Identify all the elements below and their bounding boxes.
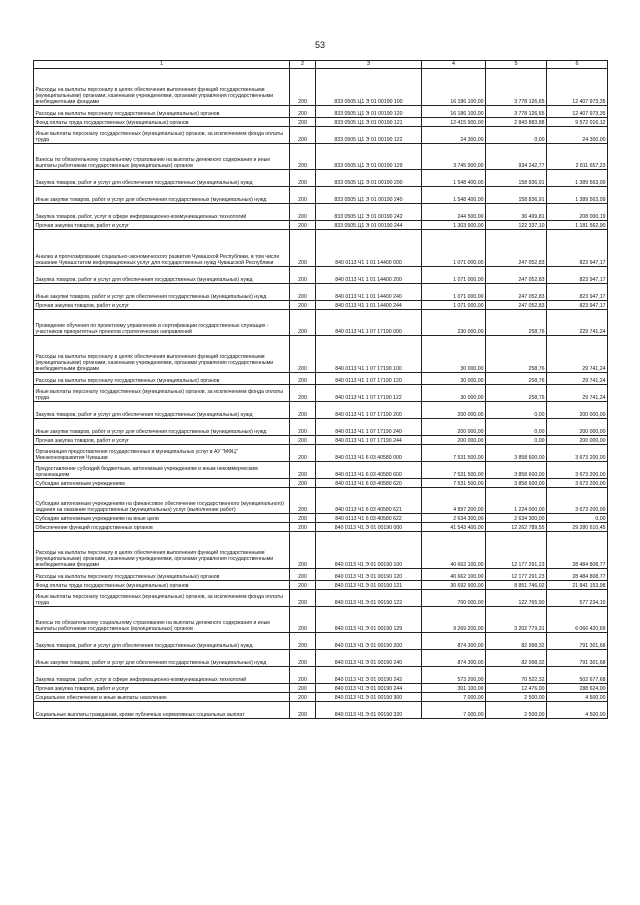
row-type-cell: 200 [290, 633, 316, 650]
approved-amount-cell: 244 500,00 [422, 204, 486, 221]
row-code-cell: 840 0113 Ч1 6 03 40580 621 [316, 488, 422, 514]
row-code-cell: 840 0113 Ч1 1 07 17190 120 [316, 373, 422, 385]
column-header: 1 [34, 61, 290, 69]
remaining-amount-cell: 791 301,68 [547, 650, 608, 667]
executed-amount-cell: 12 177 291,23 [486, 569, 547, 581]
column-header: 3 [316, 61, 422, 69]
table-row [34, 402, 608, 419]
executed-amount-cell: 122 765,90 [486, 590, 547, 607]
executed-amount-cell: 36 499,81 [486, 204, 547, 221]
remaining-amount-cell: 288 624,00 [547, 684, 608, 693]
remaining-amount-cell: 0,00 [547, 514, 608, 523]
table-row [34, 445, 608, 462]
row-code-cell: 840 0113 Ч1 1 01 14400 244 [316, 301, 422, 310]
row-name-cell: Иные закупки товаров, работ и услуг для обеспечения государственных (муниципальных) нужд [34, 284, 290, 301]
remaining-amount-cell: 29 741,24 [547, 385, 608, 402]
column-header: 2 [290, 61, 316, 69]
row-type-cell: 200 [290, 462, 316, 479]
row-name-cell: Иные выплаты персоналу государственных (муниципальных) органов, за исключением фонда оплаты труда [34, 127, 290, 144]
approved-amount-cell: 3 745 900,00 [422, 144, 486, 170]
approved-amount-cell: 12 415 900,00 [422, 118, 486, 127]
executed-amount-cell: 2 500,00 [486, 702, 547, 719]
table-row [34, 118, 608, 127]
row-type-cell: 200 [290, 702, 316, 719]
row-name-cell: Фонд оплаты труда государственных (муниципальных) органов [34, 118, 290, 127]
executed-amount-cell: 0,00 [486, 402, 547, 419]
remaining-amount-cell: 24 300,00 [547, 127, 608, 144]
approved-amount-cell: 4 897 200,00 [422, 488, 486, 514]
row-type-cell: 200 [290, 385, 316, 402]
executed-amount-cell: 247 052,83 [486, 267, 547, 284]
table-row [34, 336, 608, 373]
table-row [34, 144, 608, 170]
executed-amount-cell: 258,76 [486, 336, 547, 373]
row-name-cell: Фонд оплаты труда государственных (муниципальных) органов [34, 581, 290, 590]
table-row [34, 127, 608, 144]
row-name-cell: Субсидии автономным учреждениям [34, 479, 290, 488]
table-header-row [34, 61, 608, 69]
table-row [34, 650, 608, 667]
approved-amount-cell: 30 000,00 [422, 373, 486, 385]
row-name-cell: Иные выплаты персоналу государственных (муниципальных) органов, за исключением фонда оплаты труда [34, 590, 290, 607]
row-code-cell: 840 0113 Ч1 1 07 17190 244 [316, 436, 422, 445]
table-row [34, 170, 608, 187]
row-name-cell: Иные закупки товаров, работ и услуг для обеспечения государственных (муниципальных) нужд [34, 419, 290, 436]
approved-amount-cell: 7 000,00 [422, 702, 486, 719]
row-code-cell: 840 0113 Ч1 Э 01 00190 240 [316, 650, 422, 667]
approved-amount-cell: 7 531 500,00 [422, 462, 486, 479]
row-name-cell: Расходы на выплаты персоналу государственных (муниципальных) органов [34, 106, 290, 118]
remaining-amount-cell: 3 673 200,00 [547, 445, 608, 462]
executed-amount-cell: 3 858 600,00 [486, 462, 547, 479]
executed-amount-cell: 0,00 [486, 436, 547, 445]
table-row [34, 462, 608, 479]
executed-amount-cell: 258,76 [486, 310, 547, 336]
row-type-cell: 200 [290, 693, 316, 702]
row-code-cell: 840 0113 Ч1 Э 01 00190 000 [316, 523, 422, 532]
row-type-cell: 200 [290, 650, 316, 667]
executed-amount-cell: 0,00 [486, 419, 547, 436]
row-name-cell: Предоставление субсидий бюджетным, автономным учреждениям и иным некоммерческим организациям [34, 462, 290, 479]
row-type-cell: 200 [290, 106, 316, 118]
executed-amount-cell: 3 202 779,31 [486, 607, 547, 633]
table-row [34, 310, 608, 336]
table-row [34, 373, 608, 385]
executed-amount-cell: 2 500,00 [486, 693, 547, 702]
row-name-cell: Иные выплаты персоналу государственных (муниципальных) органов, за исключением фонда оплаты труда [34, 385, 290, 402]
approved-amount-cell: 7 531 500,00 [422, 445, 486, 462]
row-code-cell: 833 0505 Ц1 Э 01 00190 200 [316, 170, 422, 187]
remaining-amount-cell: 3 673 200,00 [547, 462, 608, 479]
row-name-cell: Расходы на выплаты персоналу государственных (муниципальных) органов [34, 373, 290, 385]
column-header: 4 [422, 61, 486, 69]
row-name-cell: Закупка товаров, работ и услуг для обеспечения государственных (муниципальных) нужд [34, 633, 290, 650]
row-type-cell: 200 [290, 436, 316, 445]
remaining-amount-cell: 29 741,24 [547, 373, 608, 385]
row-code-cell: 840 0113 Ч1 1 07 17190 100 [316, 336, 422, 373]
row-type-cell: 200 [290, 230, 316, 267]
row-name-cell: Расходы на выплаты персоналу в целях обеспечения выполнения функций государственными (муниципальными) органами, казенными учреждениями, органами управления государственными внебюджетными фондами [34, 336, 290, 373]
remaining-amount-cell: 823 947,17 [547, 267, 608, 284]
approved-amount-cell: 1 303 900,00 [422, 221, 486, 230]
row-type-cell: 200 [290, 127, 316, 144]
row-code-cell: 840 0113 Ч1 Э 01 00190 242 [316, 667, 422, 684]
table-row [34, 488, 608, 514]
row-code-cell: 840 0113 Ч1 6 03 40580 622 [316, 514, 422, 523]
remaining-amount-cell: 1 181 562,90 [547, 221, 608, 230]
table-row [34, 569, 608, 581]
row-name-cell: Закупка товаров, работ, услуг в сфере информационно-коммуникационных технологий [34, 204, 290, 221]
row-code-cell: 833 0505 Ц1 Э 01 00190 100 [316, 69, 422, 106]
row-code-cell: 840 0113 Ч1 1 07 17190 122 [316, 385, 422, 402]
table-row [34, 419, 608, 436]
remaining-amount-cell: 1 389 563,09 [547, 170, 608, 187]
row-name-cell: Расходы на выплаты персоналу государственных (муниципальных) органов [34, 569, 290, 581]
approved-amount-cell: 874 300,00 [422, 633, 486, 650]
row-code-cell: 840 0113 Ч1 Э 01 00190 129 [316, 607, 422, 633]
row-code-cell: 840 0113 Ч1 Э 01 00190 244 [316, 684, 422, 693]
table-row [34, 667, 608, 684]
executed-amount-cell: 3 858 600,00 [486, 479, 547, 488]
executed-amount-cell: 3 778 126,65 [486, 69, 547, 106]
remaining-amount-cell: 200 000,00 [547, 402, 608, 419]
remaining-amount-cell: 29 741,24 [547, 336, 608, 373]
row-type-cell: 200 [290, 310, 316, 336]
remaining-amount-cell: 208 000,19 [547, 204, 608, 221]
row-name-cell: Взносы по обязательному социальному страхованию на выплаты денежного содержания и иные выплаты работникам государственных (муниципальных) органов [34, 607, 290, 633]
remaining-amount-cell: 502 677,68 [547, 667, 608, 684]
remaining-amount-cell: 28 484 808,77 [547, 532, 608, 569]
approved-amount-cell: 200 000,00 [422, 419, 486, 436]
approved-amount-cell: 41 543 400,00 [422, 523, 486, 532]
remaining-amount-cell: 12 407 973,35 [547, 106, 608, 118]
row-type-cell: 200 [290, 284, 316, 301]
approved-amount-cell: 200 000,00 [422, 436, 486, 445]
row-type-cell: 200 [290, 488, 316, 514]
row-type-cell: 200 [290, 667, 316, 684]
remaining-amount-cell: 4 500,00 [547, 702, 608, 719]
executed-amount-cell: 8 851 746,02 [486, 581, 547, 590]
row-type-cell: 200 [290, 607, 316, 633]
row-type-cell: 200 [290, 419, 316, 436]
row-code-cell: 833 0505 Ц1 Э 01 00190 122 [316, 127, 422, 144]
row-code-cell: 840 0113 Ч1 6 03 40580 620 [316, 479, 422, 488]
remaining-amount-cell: 229 741,24 [547, 310, 608, 336]
table-row [34, 607, 608, 633]
row-name-cell: Взносы по обязательному социальному страхованию на выплаты денежного содержания и иные выплаты работникам государственных (муниципальных) органов [34, 144, 290, 170]
remaining-amount-cell: 21 841 153,98 [547, 581, 608, 590]
table-row [34, 69, 608, 106]
table-row [34, 684, 608, 693]
table-row [34, 633, 608, 650]
table-row [34, 221, 608, 230]
row-name-cell: Расходы на выплаты персоналу в целях обеспечения выполнения функций государственными (муниципальными) органами, казенными учреждениями, органами управления государственными внебюджетными фондами [34, 69, 290, 106]
table-row [34, 523, 608, 532]
row-code-cell: 840 0113 Ч1 Э 01 00190 320 [316, 702, 422, 719]
table-row [34, 267, 608, 284]
row-type-cell: 200 [290, 373, 316, 385]
row-code-cell: 840 0113 Ч1 Э 01 00190 200 [316, 633, 422, 650]
row-name-cell: Субсидии автономным учреждениям на финансовое обеспечение государственного (муниципального) задания на оказание государственных (муниципальных) услуг (выполнение работ) [34, 488, 290, 514]
executed-amount-cell: 0,00 [486, 127, 547, 144]
approved-amount-cell: 1 548 400,00 [422, 187, 486, 204]
row-type-cell: 200 [290, 684, 316, 693]
executed-amount-cell: 258,76 [486, 373, 547, 385]
remaining-amount-cell: 9 572 016,12 [547, 118, 608, 127]
row-type-cell: 200 [290, 336, 316, 373]
approved-amount-cell: 30 000,00 [422, 385, 486, 402]
row-code-cell: 840 0113 Ч1 Э 01 00190 120 [316, 569, 422, 581]
row-type-cell: 200 [290, 479, 316, 488]
row-code-cell: 840 0113 Ч1 Э 01 00190 100 [316, 532, 422, 569]
table-row [34, 693, 608, 702]
approved-amount-cell: 30 000,00 [422, 336, 486, 373]
row-code-cell: 840 0113 Ч1 Э 01 00190 300 [316, 693, 422, 702]
row-type-cell: 200 [290, 402, 316, 419]
row-name-cell: Субсидии автономным учреждениям на иные цели [34, 514, 290, 523]
row-name-cell: Социальное обеспечение и иные выплаты населению [34, 693, 290, 702]
executed-amount-cell: 3 778 126,65 [486, 106, 547, 118]
row-name-cell: Обеспечение функций государственных органов [34, 523, 290, 532]
table-row [34, 385, 608, 402]
executed-amount-cell: 934 242,77 [486, 144, 547, 170]
row-code-cell: 840 0113 Ч1 1 07 17190 200 [316, 402, 422, 419]
row-type-cell: 200 [290, 170, 316, 187]
table-row [34, 590, 608, 607]
page-number: 53 [314, 40, 325, 50]
row-type-cell: 200 [290, 514, 316, 523]
row-name-cell: Закупка товаров, работ и услуг для обеспечения государственных (муниципальных) нужд [34, 267, 290, 284]
approved-amount-cell: 700 000,00 [422, 590, 486, 607]
row-name-cell: Социальные выплаты гражданам, кроме публичных нормативных социальных выплат [34, 702, 290, 719]
executed-amount-cell: 122 337,10 [486, 221, 547, 230]
row-type-cell: 200 [290, 221, 316, 230]
approved-amount-cell: 16 186 100,00 [422, 106, 486, 118]
remaining-amount-cell: 577 234,10 [547, 590, 608, 607]
row-name-cell: Закупка товаров, работ и услуг для обеспечения государственных (муниципальных) нужд [34, 170, 290, 187]
remaining-amount-cell: 3 673 200,00 [547, 488, 608, 514]
remaining-amount-cell: 2 811 657,23 [547, 144, 608, 170]
remaining-amount-cell: 12 407 973,35 [547, 69, 608, 106]
approved-amount-cell: 1 548 400,00 [422, 170, 486, 187]
row-type-cell: 200 [290, 69, 316, 106]
row-code-cell: 840 0113 Ч1 6 03 40580 600 [316, 462, 422, 479]
remaining-amount-cell: 28 484 808,77 [547, 569, 608, 581]
budget-execution-table [33, 60, 608, 719]
executed-amount-cell: 3 858 600,00 [486, 445, 547, 462]
row-code-cell: 833 0505 Ц1 Э 01 00190 121 [316, 118, 422, 127]
row-code-cell: 833 0505 Ц1 Э 01 00190 240 [316, 187, 422, 204]
row-type-cell: 200 [290, 204, 316, 221]
approved-amount-cell: 230 000,00 [422, 310, 486, 336]
row-type-cell: 200 [290, 144, 316, 170]
row-type-cell: 200 [290, 590, 316, 607]
row-code-cell: 840 0113 Ч1 1 07 17190 240 [316, 419, 422, 436]
remaining-amount-cell: 823 947,17 [547, 230, 608, 267]
row-code-cell: 840 0113 Ч1 1 01 14400 000 [316, 230, 422, 267]
table-row [34, 514, 608, 523]
approved-amount-cell: 1 071 000,00 [422, 230, 486, 267]
row-code-cell: 840 0113 Ч1 6 03 40580 000 [316, 445, 422, 462]
approved-amount-cell: 1 071 000,00 [422, 284, 486, 301]
approved-amount-cell: 7 000,00 [422, 693, 486, 702]
approved-amount-cell: 24 300,00 [422, 127, 486, 144]
executed-amount-cell: 247 052,83 [486, 284, 547, 301]
row-code-cell: 833 0505 Ц1 Э 01 00190 120 [316, 106, 422, 118]
row-type-cell: 200 [290, 532, 316, 569]
row-name-cell: Организация предоставления государственных и муниципальных услуг в АУ "МФЦ" Минэкономразвития Чувашии [34, 445, 290, 462]
row-name-cell: Закупка товаров, работ и услуг для обеспечения государственных (муниципальных) нужд [34, 402, 290, 419]
row-code-cell: 840 0113 Ч1 1 01 14400 240 [316, 284, 422, 301]
approved-amount-cell: 16 186 100,00 [422, 69, 486, 106]
table-row [34, 702, 608, 719]
row-type-cell: 200 [290, 581, 316, 590]
row-type-cell: 200 [290, 301, 316, 310]
row-name-cell: Прочая закупка товаров, работ и услуг [34, 221, 290, 230]
approved-amount-cell: 573 200,00 [422, 667, 486, 684]
executed-amount-cell: 82 998,32 [486, 633, 547, 650]
row-type-cell: 200 [290, 445, 316, 462]
table-row [34, 532, 608, 569]
row-code-cell: 840 0113 Ч1 1 07 17190 000 [316, 310, 422, 336]
row-type-cell: 200 [290, 523, 316, 532]
row-code-cell: 833 0505 Ц1 Э 01 00190 244 [316, 221, 422, 230]
table-row [34, 436, 608, 445]
approved-amount-cell: 874 300,00 [422, 650, 486, 667]
row-code-cell: 840 0113 Ч1 Э 01 00190 122 [316, 590, 422, 607]
approved-amount-cell: 7 531 500,00 [422, 479, 486, 488]
row-type-cell: 200 [290, 118, 316, 127]
executed-amount-cell: 70 522,32 [486, 667, 547, 684]
remaining-amount-cell: 200 000,00 [547, 436, 608, 445]
approved-amount-cell: 40 662 100,00 [422, 532, 486, 569]
row-name-cell: Прочая закупка товаров, работ и услуг [34, 301, 290, 310]
row-name-cell: Прочая закупка товаров, работ и услуг [34, 436, 290, 445]
row-type-cell: 200 [290, 267, 316, 284]
row-code-cell: 840 0113 Ч1 1 01 14400 200 [316, 267, 422, 284]
row-name-cell: Иные закупки товаров, работ и услуг для обеспечения государственных (муниципальных) нужд [34, 650, 290, 667]
remaining-amount-cell: 823 947,17 [547, 284, 608, 301]
row-name-cell: Иные закупки товаров, работ и услуг для обеспечения государственных (муниципальных) нужд [34, 187, 290, 204]
row-code-cell: 840 0113 Ч1 Э 01 00190 121 [316, 581, 422, 590]
row-name-cell: Прочая закупка товаров, работ и услуг [34, 684, 290, 693]
approved-amount-cell: 200 000,00 [422, 402, 486, 419]
table-row [34, 187, 608, 204]
column-header: 5 [486, 61, 547, 69]
row-code-cell: 833 0505 Ц1 Э 01 00190 242 [316, 204, 422, 221]
executed-amount-cell: 12 177 291,23 [486, 532, 547, 569]
executed-amount-cell: 158 836,91 [486, 170, 547, 187]
approved-amount-cell: 1 071 000,00 [422, 301, 486, 310]
approved-amount-cell: 40 662 100,00 [422, 569, 486, 581]
remaining-amount-cell: 1 389 563,09 [547, 187, 608, 204]
column-header: 6 [547, 61, 608, 69]
table-row [34, 230, 608, 267]
table-body [34, 69, 608, 719]
row-name-cell: Закупка товаров, работ, услуг в сфере информационно-коммуникационных технологий [34, 667, 290, 684]
remaining-amount-cell: 3 673 200,00 [547, 479, 608, 488]
remaining-amount-cell: 29 280 610,45 [547, 523, 608, 532]
row-type-cell: 200 [290, 569, 316, 581]
executed-amount-cell: 158 836,91 [486, 187, 547, 204]
approved-amount-cell: 1 071 000,00 [422, 267, 486, 284]
table-row [34, 581, 608, 590]
remaining-amount-cell: 4 500,00 [547, 693, 608, 702]
approved-amount-cell: 301 100,00 [422, 684, 486, 693]
executed-amount-cell: 247 052,83 [486, 230, 547, 267]
table-row [34, 284, 608, 301]
remaining-amount-cell: 791 301,68 [547, 633, 608, 650]
executed-amount-cell: 12 476,00 [486, 684, 547, 693]
executed-amount-cell: 12 262 789,55 [486, 523, 547, 532]
row-name-cell: Проведение обучения по проектному управлению и сертификации государственных служащих - участников приоритетных проектов стратегических направлений [34, 310, 290, 336]
row-type-cell: 200 [290, 187, 316, 204]
table-row [34, 204, 608, 221]
table-row [34, 479, 608, 488]
table-row [34, 106, 608, 118]
remaining-amount-cell: 200 000,00 [547, 419, 608, 436]
row-name-cell: Анализ и прогнозирование социально-экономического развития Чувашской Республики, в том числе оказание Чувашстатом информационных услуг для государственных нужд Чувашской Республики [34, 230, 290, 267]
row-code-cell: 833 0505 Ц1 Э 01 00190 129 [316, 144, 422, 170]
executed-amount-cell: 258,76 [486, 385, 547, 402]
table-row [34, 301, 608, 310]
executed-amount-cell: 2 634 300,00 [486, 514, 547, 523]
executed-amount-cell: 2 843 883,88 [486, 118, 547, 127]
row-name-cell: Расходы на выплаты персоналу в целях обеспечения выполнения функций государственными (муниципальными) органами, казенными учреждениями, органами управления государственными внебюджетными фондами [34, 532, 290, 569]
executed-amount-cell: 82 998,32 [486, 650, 547, 667]
approved-amount-cell: 2 634 300,00 [422, 514, 486, 523]
remaining-amount-cell: 6 066 420,69 [547, 607, 608, 633]
executed-amount-cell: 247 052,83 [486, 301, 547, 310]
approved-amount-cell: 30 692 900,00 [422, 581, 486, 590]
remaining-amount-cell: 823 947,17 [547, 301, 608, 310]
approved-amount-cell: 9 269 200,00 [422, 607, 486, 633]
executed-amount-cell: 1 224 000,00 [486, 488, 547, 514]
